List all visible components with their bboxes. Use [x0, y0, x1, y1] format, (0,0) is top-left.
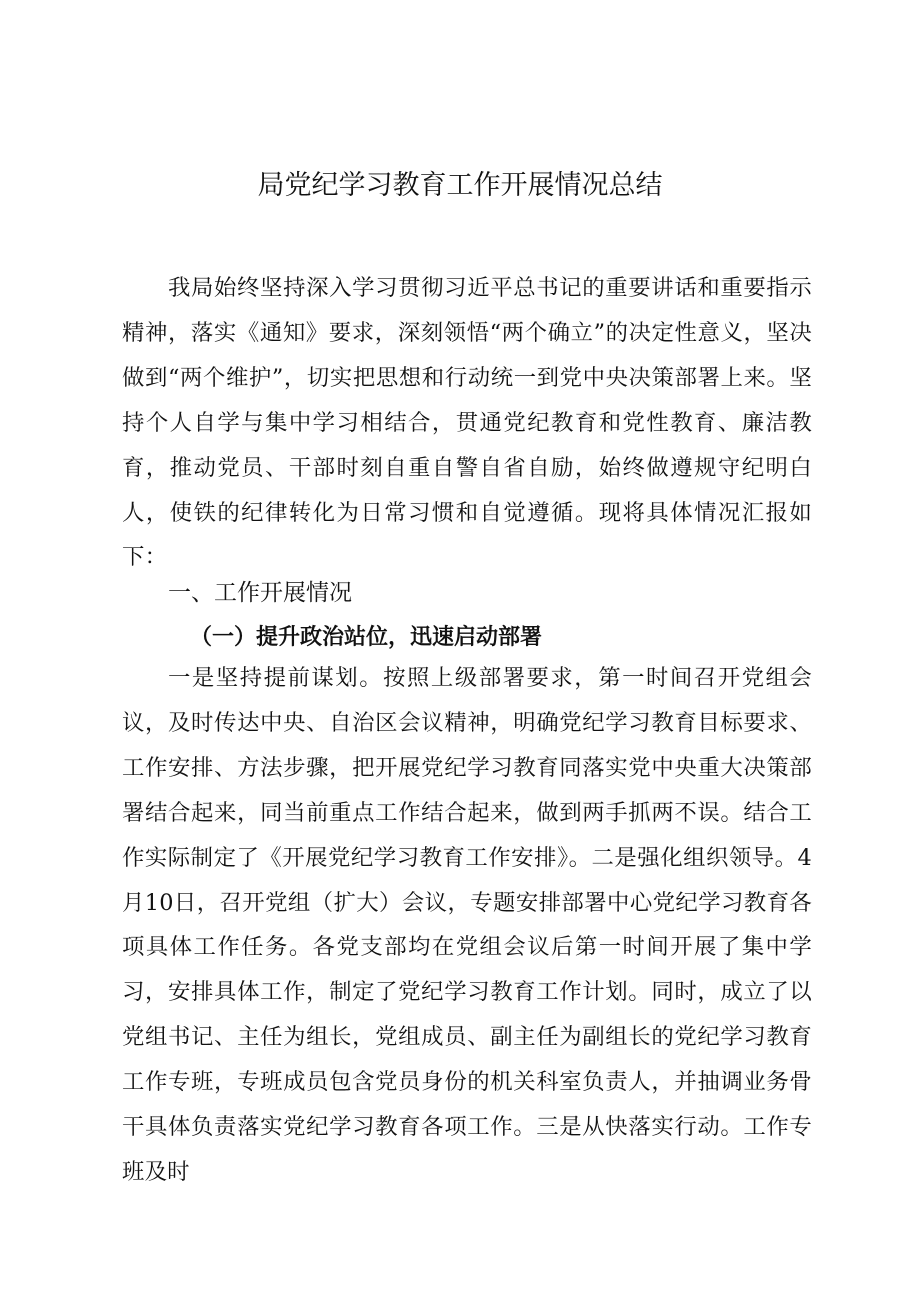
document-title: 局党纪学习教育工作开展情况总结	[257, 170, 663, 201]
section-heading: 一、工作开展情况	[168, 580, 352, 606]
intro-paragraph: 我局始终坚持深入学习贯彻习近平总书记的重要讲话和重要指示精神，落实《通知》要求，深刻领悟“两个确立”的决定性意义，坚决做到“两个维护”，切实把思想和行动统一到党中央决策部署上来。坚持个人自学与集中学习相结合，贯通党纪教育和党性教育、廉洁教育，推动党员、干部时刻自重自警自省自励，始终做遵规守纪明白人，使铁的纪律转化为日常习惯和自觉遵循。现将具体情况汇报如下：	[122, 275, 812, 571]
subsection-paragraph: 一是坚持提前谋划。按照上级部署要求，第一时间召开党组会议，及时传达中央、自治区会议精神，明确党纪学习教育目标要求、工作安排、方法步骤，把开展党纪学习教育同落实党中央重大决策部署结合起来，同当前重点工作结合起来，做到两手抓两不误。结合工作实际制定了《开展党纪学习教育工作安排》。二是强化组织领导。4月10日，召开党组（扩大）会议，专题安排部署中心党纪学习教育各项具体工作任务。各党支部均在党组会议后第一时间开展了集中学习，安排具体工作，制定了党纪学习教育工作计划。同时，成立了以党组书记、主任为组长，党组成员、副主任为副组长的党纪学习教育工作专班，专班成员包含党员身份的机关科室负责人，并抽调业务骨干具体负责落实党纪学习教育各项工作。三是从快落实行动。工作专班及时	[122, 665, 812, 1185]
subsection-heading: （一）提升政治站位，迅速启动部署	[190, 624, 543, 650]
